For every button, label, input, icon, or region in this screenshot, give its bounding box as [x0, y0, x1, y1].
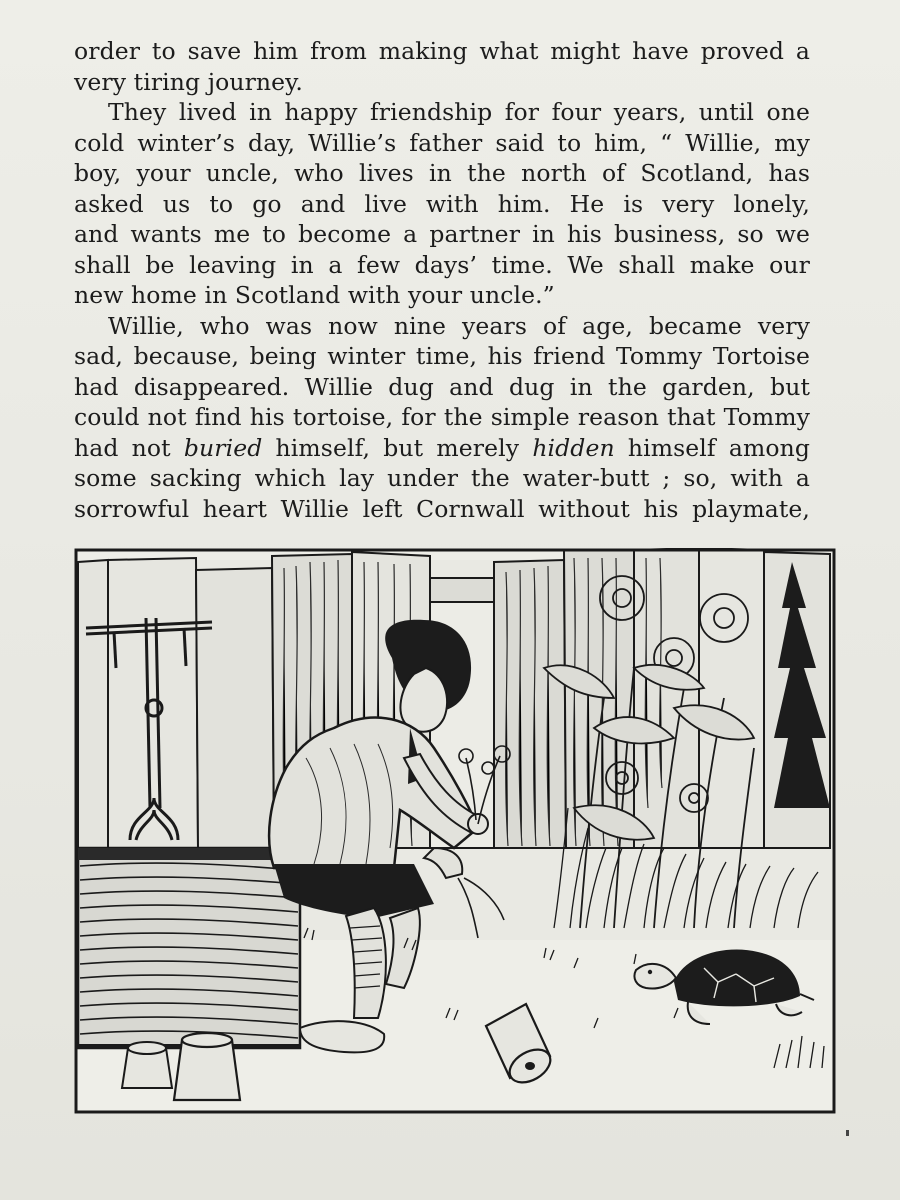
- text-segment: asked us to go and live with him. He is very lonely,: [74, 189, 810, 218]
- text-line: [74, 67, 810, 98]
- text-line: [74, 97, 810, 128]
- italic-text: hidden: [532, 433, 615, 462]
- page-mark: [846, 1130, 849, 1136]
- italic-text: buried: [183, 433, 263, 462]
- text-line: [74, 219, 810, 250]
- text-segment: and wants me to become a partner in his business, so we: [74, 220, 810, 248]
- text-segment: himself among: [614, 433, 811, 462]
- text-segment: order to save him from making what might have proved a: [74, 37, 810, 65]
- text-segment: could not find his tortoise, for the simple reason that Tommy: [74, 403, 810, 431]
- text-segment: boy, your uncle, who lives in the north of Scotland, has: [74, 159, 810, 187]
- text-segment: They lived in happy friendship for four years, until one: [108, 98, 810, 126]
- text-line: [74, 463, 810, 494]
- text-line: [74, 158, 810, 189]
- text-line: [74, 372, 810, 403]
- text-segment: himself, but merely: [262, 433, 533, 462]
- text-line: [74, 494, 810, 525]
- text-segment: cold winter’s day, Willie’s father said to him, “ Willie, my: [74, 128, 810, 157]
- text-line: [74, 36, 810, 67]
- text-line: [74, 433, 810, 464]
- illustration-boy-with-tortoise: [74, 548, 836, 1114]
- text-line: [74, 128, 810, 159]
- text-line: [74, 311, 810, 342]
- text-segment: Willie, who was now nine years of age, became very: [108, 311, 810, 340]
- text-line: [74, 250, 810, 281]
- text-segment: some sacking which lay under the water-butt ; so, with a: [74, 464, 810, 492]
- text-segment: sad, because, being winter time, his friend Tommy Tortoise: [74, 342, 810, 370]
- text-segment: sorrowful heart Willie left Cornwall without his playmate,: [74, 494, 810, 523]
- text-segment: shall be leaving in a few days’ time. We shall make our: [74, 250, 810, 279]
- text-line: [74, 402, 810, 433]
- text-line: [74, 280, 810, 311]
- text-segment: had disappeared. Willie dug and dug in the garden, but: [74, 372, 810, 401]
- text-line: [74, 189, 810, 220]
- story-text: [74, 36, 810, 524]
- text-line: [74, 341, 810, 372]
- water-butt: [78, 848, 300, 1048]
- text-segment: very tiring journey.: [74, 67, 303, 96]
- text-segment: new home in Scotland with your uncle.”: [74, 281, 555, 309]
- text-segment: had not: [74, 433, 184, 462]
